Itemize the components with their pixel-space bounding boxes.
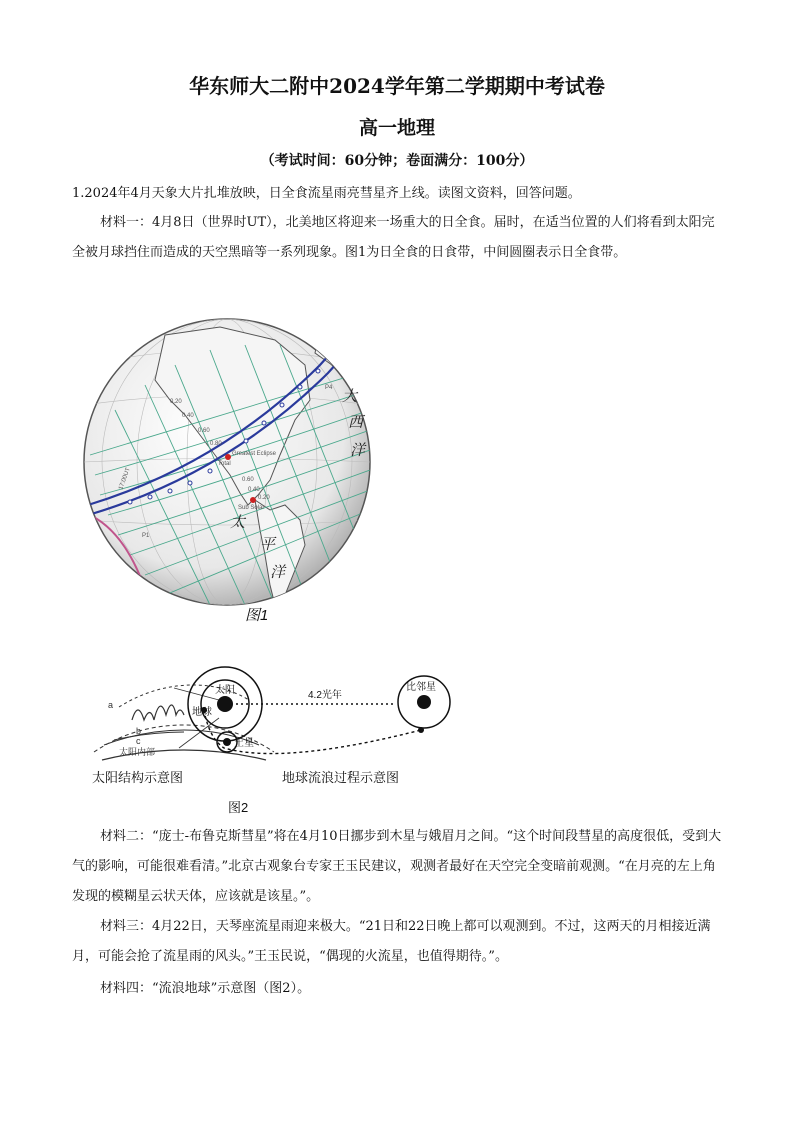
exam-title: 华东师大二附中2024学年第二学期期中考试卷 <box>189 74 605 98</box>
label-sub-solar: Sub Solar <box>238 505 265 511</box>
label-mag-040b: 0.40 <box>248 487 260 493</box>
wandering-earth-caption: 地球流浪过程示意图 <box>282 770 400 785</box>
saturn-label: 土星 <box>234 738 254 749</box>
sun-layer-c: c <box>136 736 141 746</box>
sun-structure-caption: 太阳结构示意图 <box>92 770 184 785</box>
figure-2-caption: 图2 <box>228 800 249 815</box>
atlantic-char-3: 洋 <box>350 442 366 459</box>
pacific-char-1: 太 <box>230 514 246 531</box>
label-17ut: 17:00UT <box>118 467 132 491</box>
pointer-line-2 <box>179 718 219 748</box>
sun-layer-a: a <box>108 700 114 710</box>
sun-label: 太阳 <box>215 685 235 696</box>
label-p4: P4 <box>325 385 333 391</box>
pacific-char-3: 洋 <box>270 564 286 581</box>
greatest-eclipse-point <box>225 454 231 460</box>
atlantic-char-2: 西 <box>348 414 364 431</box>
figure-1-eclipse-globe <box>70 305 380 625</box>
figure-1-caption: 图1 <box>245 607 269 624</box>
atlantic-char-1: 大 <box>342 388 358 405</box>
earth-label: 地球 <box>192 707 212 718</box>
pointer-line-1 <box>174 688 219 700</box>
label-mag-020b: 0.20 <box>258 495 270 501</box>
subject-title: 高一地理 <box>358 117 435 139</box>
material-1: 材料一：4月8日（世界时UT），北美地区将迎来一场重大的日全食。届时，在适当位置的人们将看到太阳完全被月球挡住而造成的天空黑暗等一系列现象。图1为日全食的日食带，中间圆圈表示日全食带。 <box>72 215 715 260</box>
proxima-label: 比邻星 <box>406 682 436 693</box>
exam-note: （考试时间：60分钟；卷面满分：100分） <box>260 153 534 169</box>
label-total: Total <box>218 461 231 467</box>
proxima-dot <box>417 695 431 709</box>
label-mag-020: 0.20 <box>170 399 182 405</box>
label-mag-080: 0.80 <box>210 441 222 447</box>
label-greatest-eclipse: Greatest Eclipse <box>232 451 277 457</box>
material-3: 材料三：4月22日，天琴座流星雨迎来极大。“21日和22日晚上都可以观测到。不过，这两天的月相接近满月，可能会抢了流星雨的风头。”王玉民说，“偶现的火流星，也值得期待。”。 <box>72 919 711 964</box>
saturn-dot <box>223 738 231 746</box>
sun-layer-b: b <box>136 726 142 736</box>
question-1-stem: 1.2024年4月天象大片扎堆放映，日全食流星雨亮彗星齐上线。读图文资料，回答问题。 <box>72 186 581 201</box>
label-mag-060: 0.60 <box>198 428 210 434</box>
label-p1: P1 <box>142 533 150 539</box>
distance-label: 4.2光年 <box>308 690 342 701</box>
pacific-char-2: 平 <box>260 536 276 553</box>
sub-solar-point <box>250 497 256 503</box>
sun-dot <box>217 696 233 712</box>
material-4: 材料四：“流浪地球”示意图（图2）。 <box>100 981 311 996</box>
label-mag-060b: 0.60 <box>242 477 254 483</box>
material-2: 材料二：“庞士-布鲁克斯彗星”将在4月10日挪步到木星与娥眉月之间。“这个时间段彗星的高度很低，受到大气的影响，可能很难看清。”北京古观象台专家王玉民建议，观测者最好在天空完全变暗前观测。“在月亮的左上角发现的模糊星云状天体，应该就是该星。”。 <box>72 829 722 904</box>
sun-interior-label: 太阳内部 <box>119 747 156 757</box>
label-mag-040: 0.40 <box>182 413 194 419</box>
